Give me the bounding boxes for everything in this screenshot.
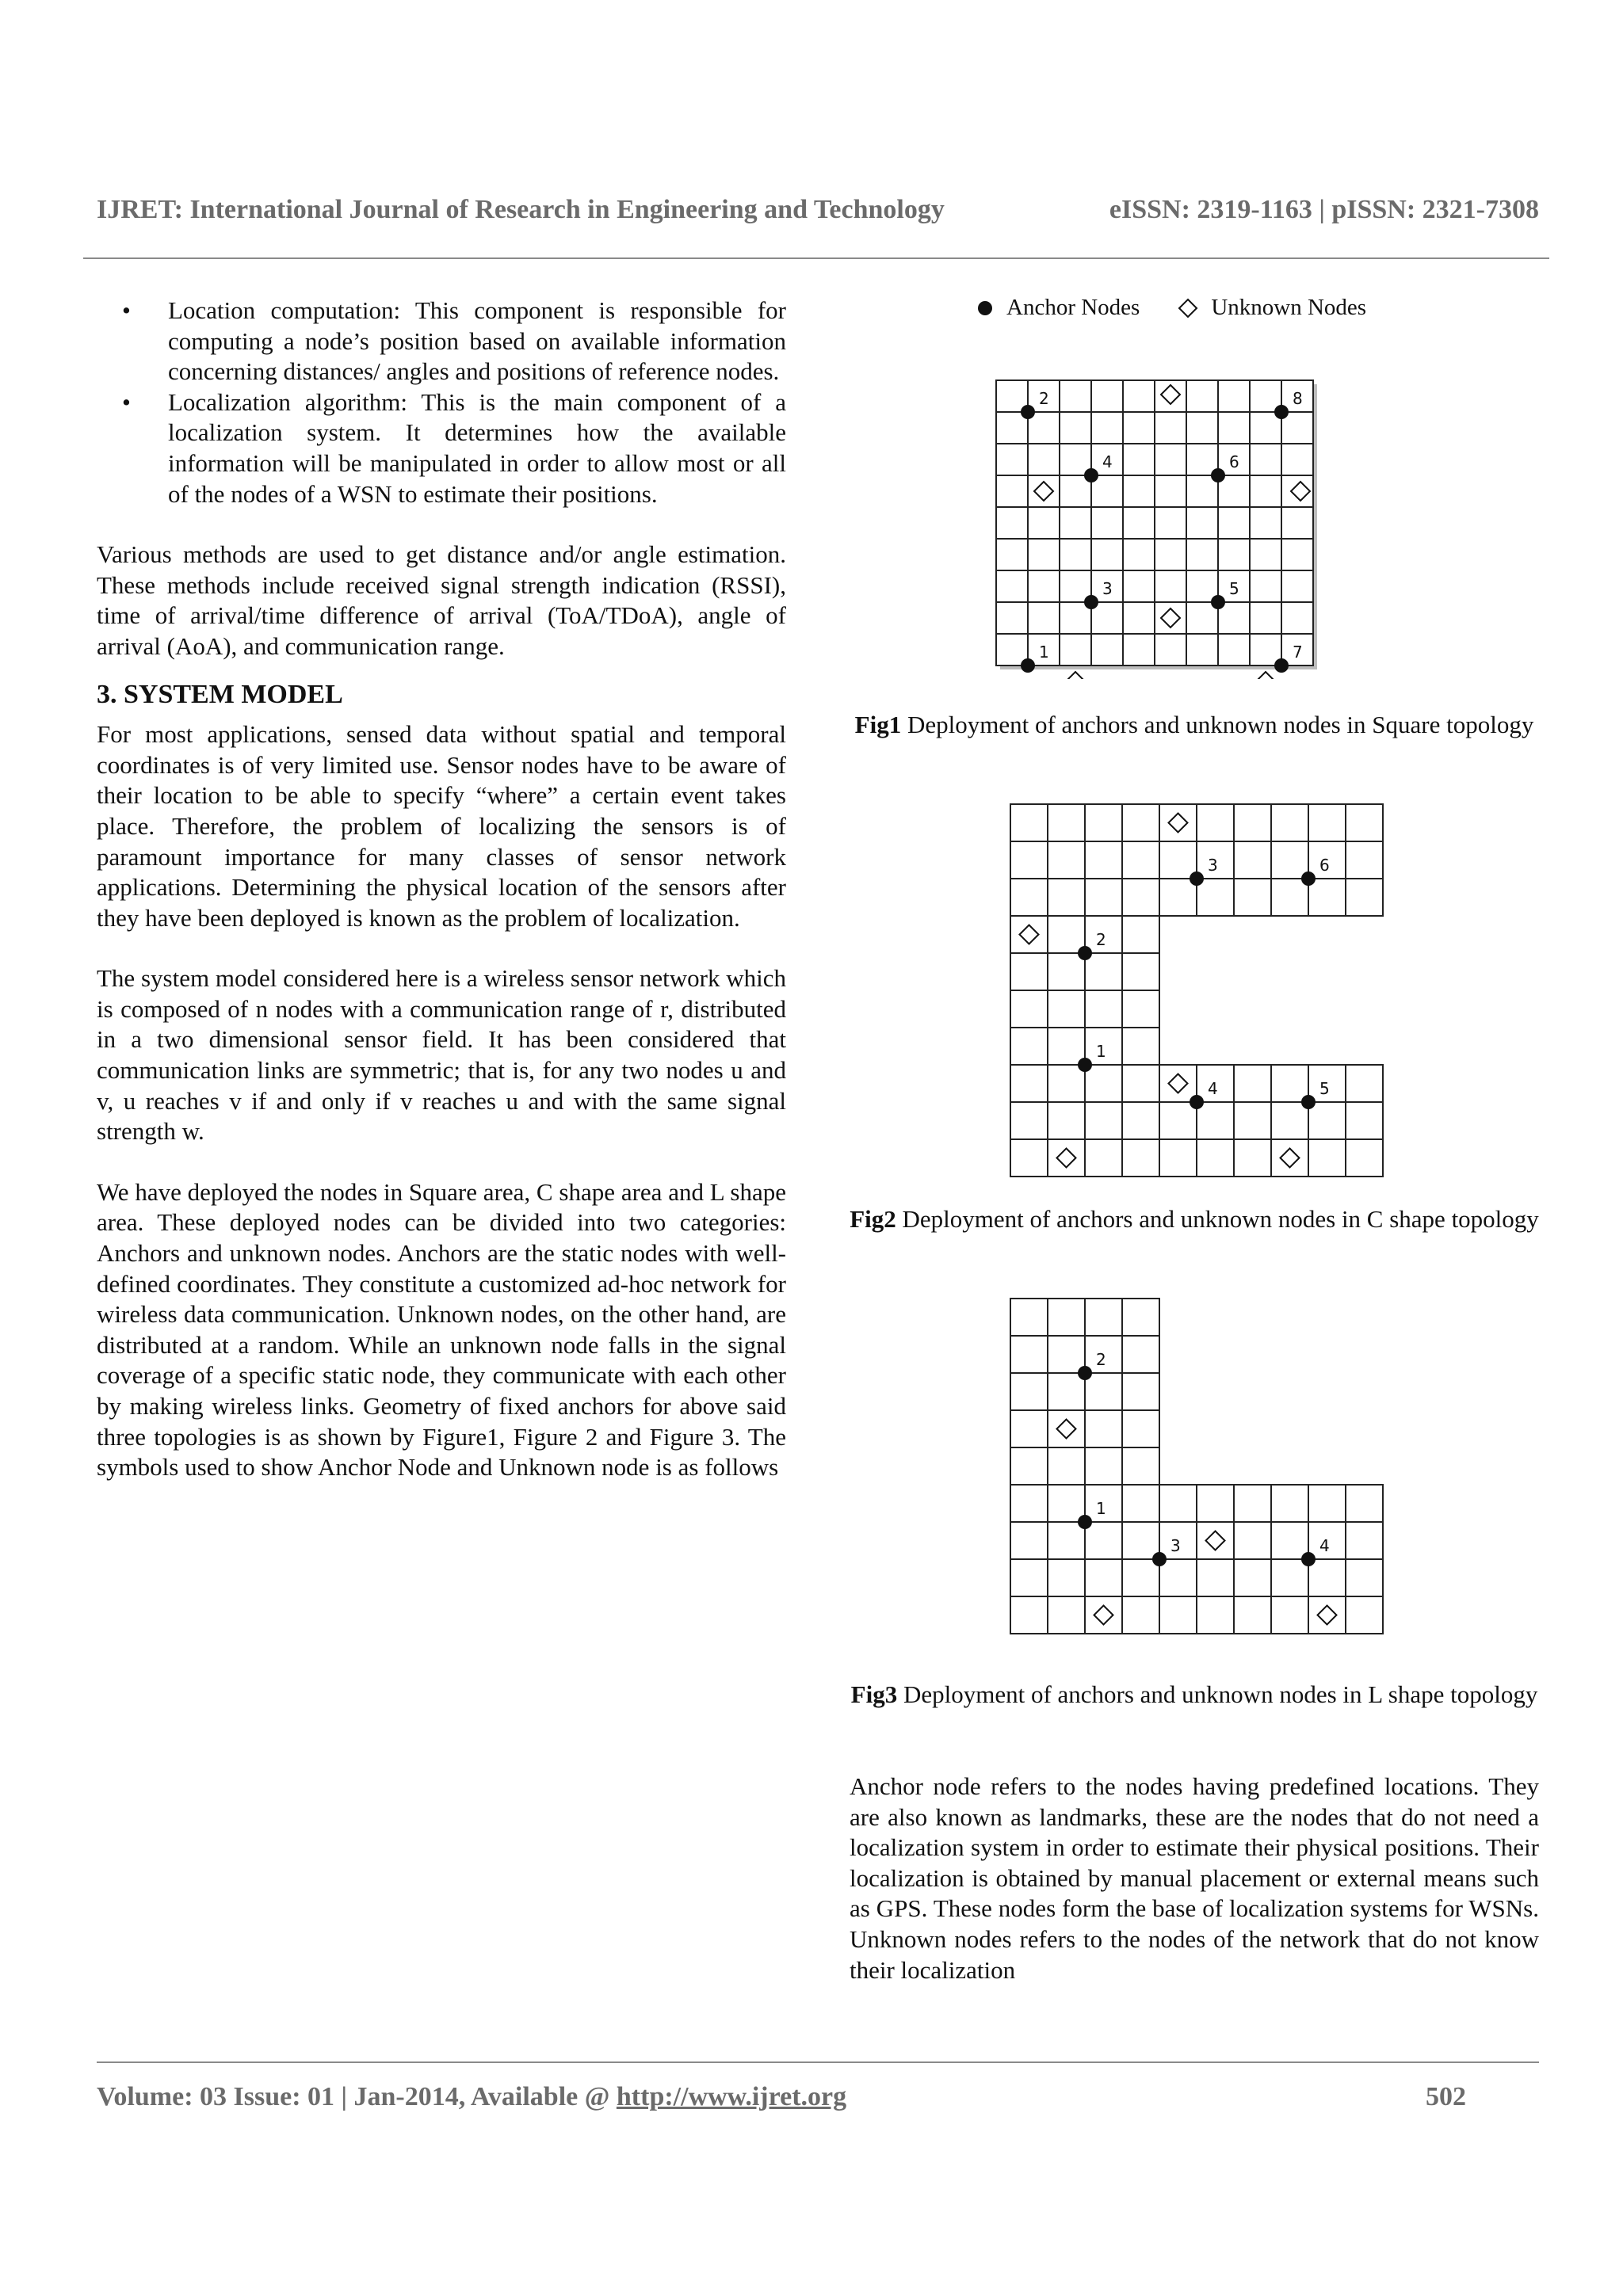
grid-cell — [1122, 1065, 1159, 1102]
page-number: 502 — [1426, 2082, 1466, 2111]
footer-rule — [97, 2061, 1539, 2063]
anchor-node-4 — [1301, 1552, 1316, 1566]
grid-cell — [1308, 1559, 1346, 1596]
grid-cell — [1085, 879, 1122, 916]
grid-cell — [1048, 916, 1085, 953]
grid-cell — [1010, 1485, 1048, 1522]
grid-cell — [1271, 804, 1308, 841]
legend-unknown-label: Unknown Nodes — [1211, 295, 1367, 320]
anchor-node-6 — [1301, 871, 1316, 886]
grid-cell — [1122, 1102, 1159, 1139]
journal-url-link[interactable]: http://www.ijret.org — [616, 2082, 847, 2111]
grid-cell — [1085, 1447, 1122, 1485]
grid-cell — [1085, 1102, 1122, 1139]
paragraph-applications: For most applications, sensed data without spatial and temporal coordinates is of very limited use. Sensor nodes have to be aware of their location to be able to specify “where” a certain event takes place. Therefore, the problem of localizing the sensors is of paramount importance for many classes of sensor network applications. Determining the physical location of the sensors after they have been deployed is known as the problem of localization. — [97, 720, 786, 932]
left-column — [97, 296, 786, 1483]
grid-cell — [1010, 990, 1048, 1028]
grid-cell — [1010, 1559, 1048, 1596]
grid-cell — [1010, 1373, 1048, 1410]
grid-cell — [1010, 1410, 1048, 1447]
issn-info: eISSN: 2319-1163 | pISSN: 2321-7308 — [1109, 195, 1539, 224]
anchor-label-2: 2 — [1039, 389, 1049, 408]
figure-2-caption-text: Deployment of anchors and unknown nodes in C shape topology — [896, 1205, 1539, 1233]
grid-cell — [1271, 841, 1308, 879]
grid-cell — [1234, 1102, 1271, 1139]
grid-cell — [1048, 990, 1085, 1028]
grid-cell — [1122, 879, 1159, 916]
anchor-label-8: 8 — [1293, 389, 1303, 408]
grid-cell — [1346, 1596, 1383, 1634]
grid-cell — [1159, 1139, 1197, 1177]
grid-cell — [1085, 953, 1122, 990]
unknown-node-1 — [1057, 1420, 1076, 1439]
grid-cell — [1197, 1139, 1234, 1177]
anchor-node-8 — [1274, 405, 1289, 419]
grid-cell — [1122, 990, 1159, 1028]
anchor-label-1: 1 — [1096, 1042, 1106, 1061]
grid-cell — [1085, 1065, 1122, 1102]
anchor-node-2 — [1078, 946, 1092, 960]
anchor-label-4: 4 — [1208, 1079, 1218, 1098]
right-column — [850, 1772, 1539, 1985]
grid-cell — [1048, 804, 1085, 841]
grid-cell — [1122, 1596, 1159, 1634]
anchor-node-1 — [1078, 1515, 1092, 1529]
anchor-node-3 — [1084, 595, 1098, 609]
grid-cell — [1271, 1522, 1308, 1559]
anchor-label-1: 1 — [1096, 1499, 1106, 1518]
grid-cell — [1010, 879, 1048, 916]
figure-1-caption-text: Deployment of anchors and unknown nodes in Square topology — [901, 711, 1534, 738]
grid-cell — [1048, 1447, 1085, 1485]
grid-cell — [1159, 1102, 1197, 1139]
anchor-node-2 — [1078, 1366, 1092, 1380]
anchor-node-6 — [1211, 468, 1225, 482]
grid-cell — [1234, 1139, 1271, 1177]
section-title: 3. SYSTEM MODEL — [97, 679, 343, 709]
grid-cell — [1346, 879, 1383, 916]
grid-cell — [1122, 1522, 1159, 1559]
figure-3-label: Fig3 — [850, 1680, 898, 1708]
grid-cell — [1085, 990, 1122, 1028]
anchor-node-2 — [1021, 405, 1035, 419]
grid-cell — [1048, 841, 1085, 879]
grid-cell — [1308, 1485, 1346, 1522]
grid-cell — [1271, 879, 1308, 916]
grid-cell — [1048, 1485, 1085, 1522]
grid-cell — [1010, 953, 1048, 990]
anchor-label-6: 6 — [1319, 856, 1330, 875]
grid-cell — [1234, 1485, 1271, 1522]
page-header — [97, 195, 1539, 225]
anchor-node-1 — [1078, 1058, 1092, 1072]
grid-cell — [1085, 1139, 1122, 1177]
anchor-node-7 — [1274, 658, 1289, 673]
figure-1-caption — [850, 710, 1539, 741]
grid-cell — [1234, 1596, 1271, 1634]
grid-cell — [1159, 841, 1197, 879]
grid-cell — [1346, 1065, 1383, 1102]
figure-2-c-shape-grid — [1006, 800, 1387, 1180]
grid-cell — [1308, 1102, 1346, 1139]
grid-cell — [1010, 804, 1048, 841]
grid-cell — [1048, 1336, 1085, 1373]
anchor-dot-icon — [976, 299, 994, 317]
figure-3-caption-text: Deployment of anchors and unknown nodes in L shape topology — [897, 1680, 1538, 1708]
grid-cell — [1346, 1559, 1383, 1596]
grid-cell — [1122, 841, 1159, 879]
anchor-label-4: 4 — [1319, 1536, 1330, 1555]
grid-cell — [1085, 1522, 1122, 1559]
grid-cell — [1085, 1559, 1122, 1596]
unknown-node-1 — [1169, 814, 1188, 833]
grid-cell — [1197, 804, 1234, 841]
grid-cell — [1234, 841, 1271, 879]
footer-volume-text: Volume: 03 Issue: 01 | Jan-2014, Available @ — [97, 2082, 617, 2111]
grid-cell — [1346, 1139, 1383, 1177]
grid-cell — [1271, 1102, 1308, 1139]
anchor-label-1: 1 — [1039, 643, 1049, 662]
unknown-node-5 — [1066, 672, 1085, 679]
grid-cell — [1308, 1139, 1346, 1177]
unknown-diamond-icon — [1178, 298, 1198, 318]
figure-3-l-shape-grid — [1006, 1295, 1395, 1651]
figure-1-label: Fig1 — [854, 711, 902, 738]
grid-cell — [1048, 953, 1085, 990]
anchor-node-5 — [1211, 595, 1225, 609]
anchor-node-4 — [1084, 468, 1098, 482]
grid-cell — [1234, 1559, 1271, 1596]
bullet-location-computation: • Location computation: This component is responsible for computing a node’s position based on available information concerning distances/ angles and positions of reference nodes. — [168, 296, 786, 387]
legend-unknown — [1178, 295, 1366, 321]
grid-cell — [1271, 1596, 1308, 1634]
grid-cell — [1010, 841, 1048, 879]
anchor-label-5: 5 — [1229, 579, 1239, 598]
grid-cell — [1010, 1447, 1048, 1485]
grid-cell — [1048, 1102, 1085, 1139]
grid-cell — [1346, 804, 1383, 841]
paragraph-methods: Various methods are used to get distance and/or angle estimation. These methods include received signal strength indication (RSSI), time of arrival/time difference of arrival (ToA/TDoA), angle of arrival (AoA), and communication range. — [97, 540, 786, 660]
grid-cell — [1085, 841, 1122, 879]
node-legend — [976, 295, 1404, 321]
grid-cell — [1085, 1373, 1122, 1410]
page-footer — [97, 2082, 1466, 2112]
grid-cell — [1159, 879, 1197, 916]
bullet-list — [97, 296, 786, 509]
grid-cell — [1048, 1522, 1085, 1559]
anchor-node-3 — [1190, 871, 1204, 886]
grid-cell — [1346, 841, 1383, 879]
grid-cell — [1122, 1139, 1159, 1177]
grid-cell — [1122, 1028, 1159, 1065]
grid-cell — [1048, 1028, 1085, 1065]
grid-cell — [1122, 1410, 1159, 1447]
grid-cell — [1048, 1373, 1085, 1410]
anchor-label-7: 7 — [1293, 643, 1303, 662]
unknown-node-3 — [1094, 1606, 1113, 1625]
paragraph-deployment: We have deployed the nodes in Square area, C shape area and L shape area. These deployed nodes can be divided into two categories: Anchors and unknown nodes. Anchors are the static nodes with well-defined coordinates. They constitute a customized ad-hoc network for wireless data communication. Unknown nodes, on the other hand, are distributed at a random. While an unknown node falls in the signal coverage of a specific static node, they communicate with each other by making wireless links. Geometry of fixed anchors for above said three topologies is as shown by Figure1, Figure 2 and Figure 3. The symbols used to show Anchor Node and Unknown node is as follows — [97, 1177, 786, 1482]
grid-cell — [1122, 1447, 1159, 1485]
grid-cell — [1197, 879, 1234, 916]
legend-anchor-label: Anchor Nodes — [1006, 295, 1140, 320]
unknown-node-2 — [1206, 1531, 1225, 1550]
grid-cell — [1197, 1102, 1234, 1139]
grid-cell — [1048, 1559, 1085, 1596]
grid-cell — [1085, 1410, 1122, 1447]
figure-2-label: Fig2 — [850, 1205, 896, 1233]
grid-cell — [1159, 1485, 1197, 1522]
anchor-label-6: 6 — [1229, 452, 1239, 471]
grid-cell — [1085, 804, 1122, 841]
grid-cell — [1159, 1596, 1197, 1634]
figure-2-caption — [850, 1204, 1539, 1235]
figure-1-square-grid — [992, 376, 1396, 679]
grid-cell — [1234, 879, 1271, 916]
grid-cell — [1010, 1028, 1048, 1065]
grid-cell — [1308, 804, 1346, 841]
grid-cell — [1122, 1485, 1159, 1522]
unknown-node-4 — [1057, 1149, 1076, 1168]
grid-cell — [1197, 1485, 1234, 1522]
anchor-label-2: 2 — [1096, 930, 1106, 949]
paragraph-system-model: The system model considered here is a wireless sensor network which is composed of n nodes with a communication range of r, distributed in a two dimensional sensor field. It has been considered that communication links are symmetric; that is, for any two nodes u and v, u reaches v if and only if v reaches u and with the same signal strength w. — [97, 964, 786, 1146]
grid-cell — [1234, 1065, 1271, 1102]
unknown-node-4 — [1318, 1606, 1337, 1625]
grid-cell — [1010, 1139, 1048, 1177]
grid-cell — [1234, 804, 1271, 841]
grid-cell — [1122, 1373, 1159, 1410]
grid-cell — [1048, 1596, 1085, 1634]
grid-cell — [1197, 1596, 1234, 1634]
footer-volume — [97, 2082, 846, 2112]
unknown-node-2 — [1020, 925, 1039, 944]
grid-cell — [1308, 879, 1346, 916]
grid-cell — [1122, 804, 1159, 841]
grid-cell — [1085, 1299, 1122, 1336]
grid-cell — [1048, 1299, 1085, 1336]
header-rule — [83, 257, 1549, 259]
unknown-node-6 — [1256, 672, 1275, 679]
grid-cell — [1271, 1485, 1308, 1522]
grid-cell — [1010, 1336, 1048, 1373]
grid-cell — [1234, 1522, 1271, 1559]
legend-anchor — [976, 295, 1140, 321]
anchor-label-3: 3 — [1208, 856, 1218, 875]
grid-cell — [1122, 1336, 1159, 1373]
grid-cell — [1346, 1522, 1383, 1559]
grid-cell — [1197, 1559, 1234, 1596]
grid-cell — [1122, 953, 1159, 990]
anchor-label-4: 4 — [1102, 452, 1113, 471]
grid-cell — [1010, 1522, 1048, 1559]
anchor-label-5: 5 — [1319, 1079, 1330, 1098]
grid-cell — [1010, 1102, 1048, 1139]
figure-3-caption — [850, 1680, 1539, 1711]
journal-name: IJRET: International Journal of Research in Engineering and Technology — [97, 195, 945, 224]
grid-cell — [1346, 1102, 1383, 1139]
grid-cell — [1122, 916, 1159, 953]
anchor-label-2: 2 — [1096, 1350, 1106, 1369]
grid-cell — [1159, 1559, 1197, 1596]
paragraph-anchor-definition: Anchor node refers to the nodes having predefined locations. They are also known as landmarks, these are the nodes that do not need a localization system in order to estimate their physical positions. Their localization is obtained by manual placement or external means such as GPS. These nodes form the base of localization systems for WSNs. Unknown nodes refers to the nodes of the network that do not know their localization — [850, 1772, 1539, 1984]
grid-cell — [1271, 1065, 1308, 1102]
grid-cell — [1010, 1596, 1048, 1634]
anchor-label-3: 3 — [1102, 579, 1113, 598]
anchor-label-3: 3 — [1170, 1536, 1181, 1555]
anchor-node-4 — [1190, 1095, 1204, 1109]
grid-cell — [1271, 1559, 1308, 1596]
anchor-node-3 — [1152, 1552, 1167, 1566]
grid-cell — [1122, 1559, 1159, 1596]
bullet-localization-algorithm: • Localization algorithm: This is the main component of a localization system. It determines how the available information will be manipulated in order to allow most or all of the nodes of a WSN to estimate their positions. — [168, 387, 786, 509]
grid-cell — [1048, 879, 1085, 916]
grid-cell — [1122, 1299, 1159, 1336]
unknown-node-5 — [1281, 1149, 1300, 1168]
anchor-node-1 — [1021, 658, 1035, 673]
anchor-node-5 — [1301, 1095, 1316, 1109]
grid-cell — [1010, 1299, 1048, 1336]
grid-cell — [1346, 1485, 1383, 1522]
unknown-node-3 — [1169, 1074, 1188, 1093]
grid-cell — [1010, 1065, 1048, 1102]
grid-cell — [1048, 1065, 1085, 1102]
